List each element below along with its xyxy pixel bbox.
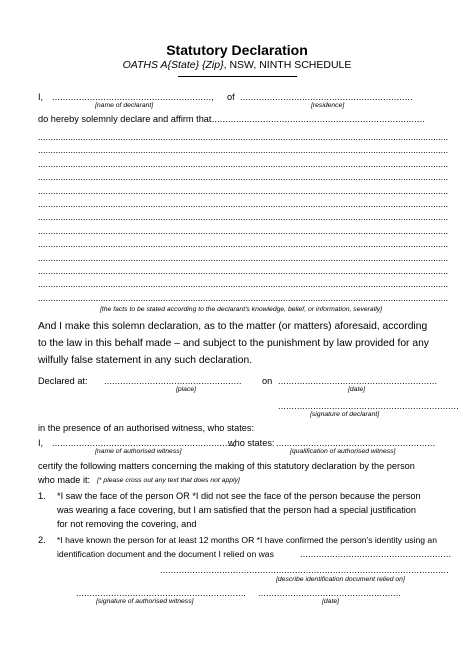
witness-name-label: [name of authorised witness]: [95, 448, 182, 455]
declare-field[interactable]: ................................................................................: [209, 114, 426, 124]
facts-label: [the facts to be stated according to the declarant's knowledge, belief, or information, severally]: [100, 306, 383, 313]
facts-line[interactable]: ....................................................................................................................................................................: [38, 239, 449, 250]
solemn-line-3: wilfully false statement in any such declaration.: [38, 355, 253, 366]
witness-date-label: [date]: [322, 598, 340, 605]
declarant-residence-label: [residence]: [311, 102, 345, 109]
witness-i-label: I,: [38, 438, 44, 448]
title-divider: [178, 76, 297, 77]
declarant-signature-field[interactable]: ...................................................................: [278, 401, 459, 411]
cross-out-note: [* please cross out any text that does not apply]: [97, 477, 240, 484]
declarant-of-label: of: [227, 92, 235, 102]
subtitle-schedule: , NSW, NINTH SCHEDULE: [223, 59, 352, 71]
facts-line[interactable]: ....................................................................................................................................................................: [38, 279, 449, 290]
certify-line-2: who made it:: [38, 475, 91, 485]
id-document-field-a[interactable]: ........................................................: [300, 549, 452, 559]
subtitle-state-zip: OATHS A{State} {Zip}: [122, 59, 224, 71]
declarant-signature-label: [signature of declarant]: [310, 411, 380, 418]
witness-date-field[interactable]: .....................................................: [258, 588, 402, 598]
facts-line[interactable]: ....................................................................................................................................................................: [38, 172, 449, 183]
item-1-line-1: *I saw the face of the person OR *I did not see the face of the person because the person: [57, 491, 421, 501]
item-2-line-1: *I have known the person for at least 12 months OR *I have confirmed the person's identity using an: [57, 535, 437, 545]
facts-line[interactable]: ....................................................................................................................................................................: [38, 185, 449, 196]
facts-line[interactable]: ....................................................................................................................................................................: [38, 145, 449, 156]
item-1-line-3: for not removing the covering, and: [57, 519, 197, 529]
facts-line[interactable]: ....................................................................................................................................................................: [38, 292, 449, 303]
item-1-line-2: was wearing a face covering, but I am satisfied that the person had a special justification: [57, 505, 417, 515]
witness-signature-label: [signature of authorised witness]: [96, 598, 194, 605]
witness-signature-field[interactable]: ...............................................................: [76, 588, 247, 598]
facts-line[interactable]: ....................................................................................................................................................................: [38, 199, 449, 209]
declared-place-label: [place]: [176, 386, 197, 393]
facts-line[interactable]: ....................................................................................................................................................................: [38, 158, 449, 169]
certify-line-1: certify the following matters concerning the making of this statutory declaration by the person: [38, 461, 415, 471]
item-2-line-2: identification document and the document I relied on was: [57, 549, 274, 559]
declared-at-label: Declared at:: [38, 376, 88, 386]
declarant-i-label: I,: [38, 92, 44, 102]
declarant-name-label: [name of declarant]: [95, 102, 154, 109]
declared-on-label: on: [262, 376, 273, 386]
id-document-field-b[interactable]: ...........................................................................................................: [160, 565, 449, 575]
declare-text: do hereby solemnly declare and affirm that: [38, 114, 212, 124]
declared-date-field[interactable]: ...........................................................: [278, 376, 438, 386]
witness-name-field[interactable]: ...................................................................,: [52, 438, 236, 448]
id-document-label: [describe identification document relied on]: [276, 576, 405, 583]
facts-line[interactable]: ....................................................................................................................................................................: [38, 266, 449, 276]
facts-line[interactable]: ....................................................................................................................................................................: [38, 132, 449, 142]
solemn-line-1: And I make this solemn declaration, as to the matter (or matters) aforesaid, according: [38, 321, 428, 332]
witness-qualification-label: [qualification of authorised witness]: [290, 448, 396, 455]
witness-qualification-field[interactable]: ...........................................................: [276, 438, 436, 448]
page-title: Statutory Declaration: [166, 42, 308, 58]
witness-presence-text: in the presence of an authorised witness, who states:: [38, 423, 255, 433]
solemn-line-2: to the law in this behalf made – and subject to the punishment by law provided for any: [38, 338, 429, 349]
declarant-residence-field[interactable]: ................................................................: [240, 92, 413, 102]
declared-date-label: [date]: [348, 386, 366, 393]
facts-line[interactable]: ....................................................................................................................................................................: [38, 212, 449, 223]
item-1-number: 1.: [38, 491, 46, 501]
facts-line[interactable]: ....................................................................................................................................................................: [38, 252, 449, 263]
witness-states-label: who states:: [228, 438, 275, 448]
facts-line[interactable]: ....................................................................................................................................................................: [38, 225, 449, 236]
item-2-number: 2.: [38, 535, 46, 545]
declared-place-field[interactable]: ...................................................: [104, 376, 242, 386]
declarant-name-field[interactable]: ...........................................................,: [52, 92, 215, 102]
page-subtitle: [0, 59, 474, 71]
